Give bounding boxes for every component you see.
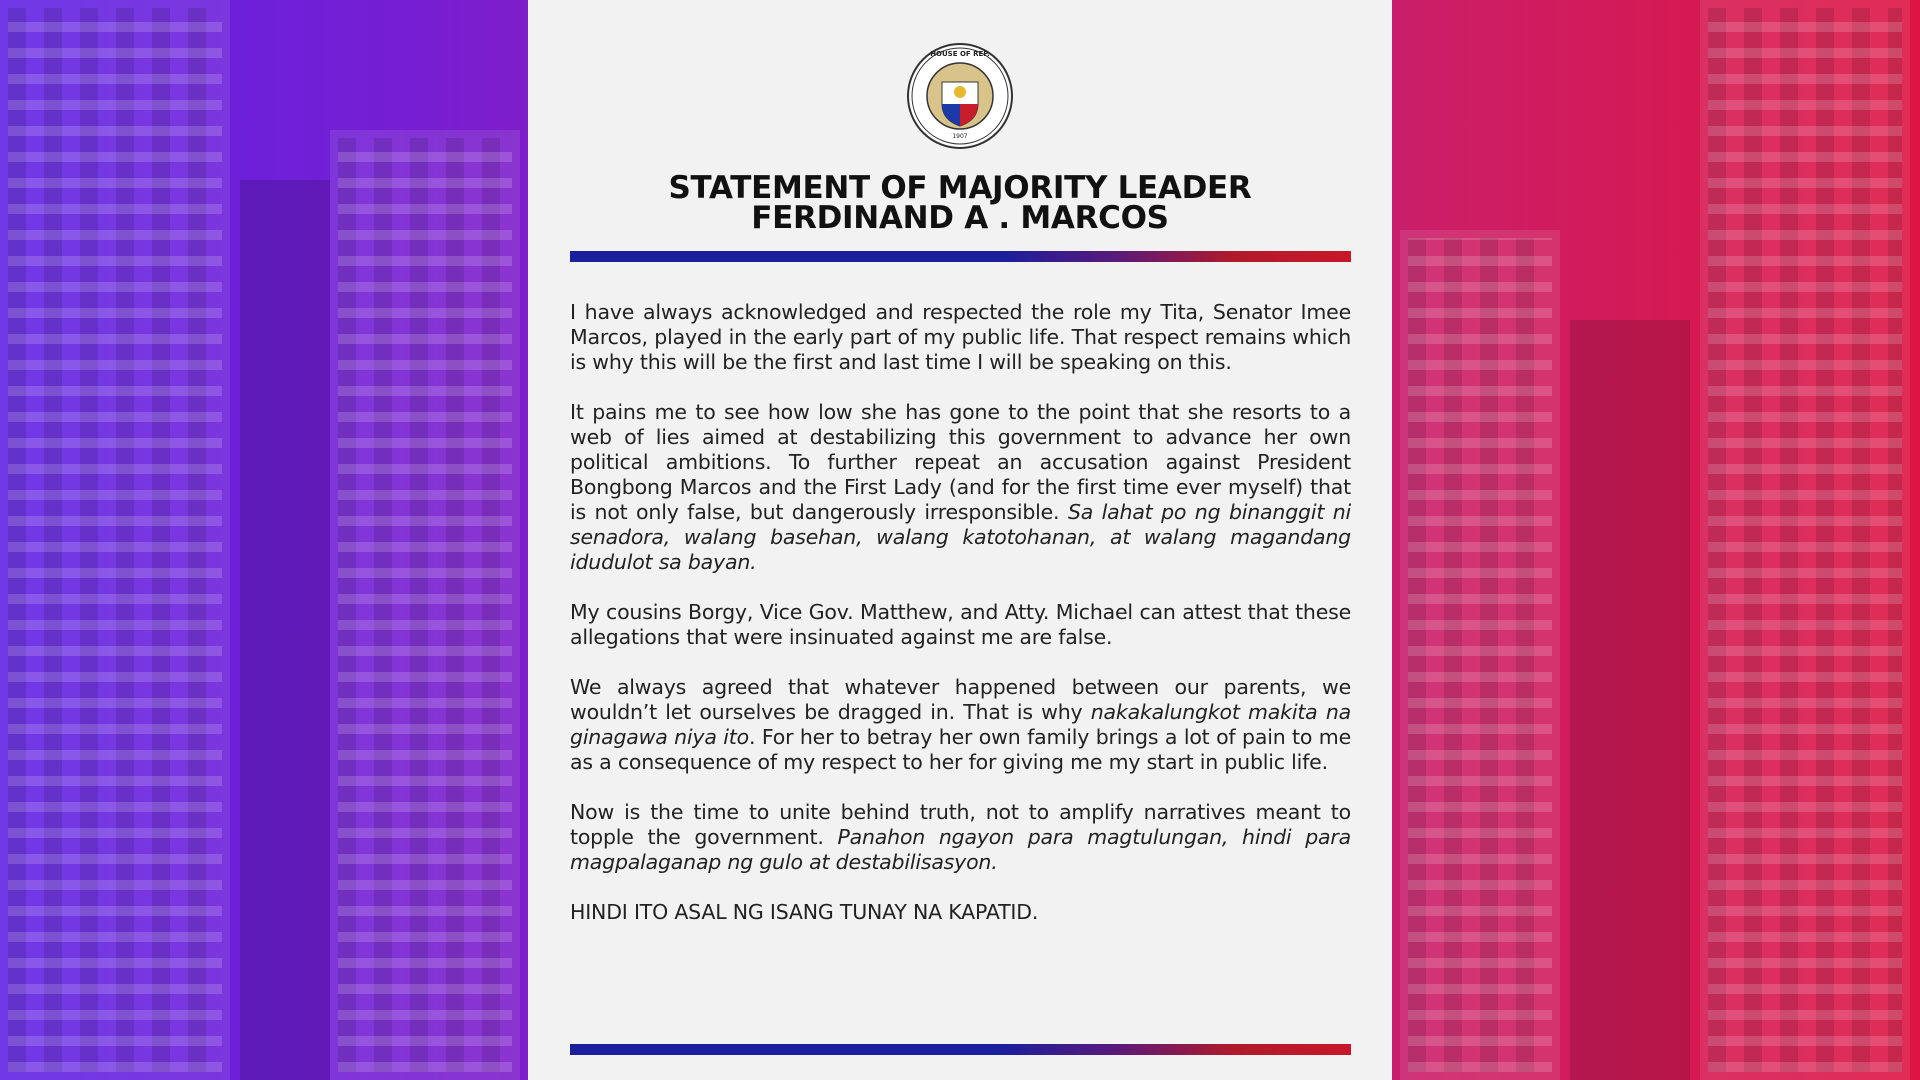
building-silhouette [1400, 230, 1560, 1080]
building-silhouette [0, 0, 230, 1080]
title-line-1: STATEMENT OF MAJORITY LEADER [668, 170, 1252, 206]
top-divider [570, 251, 1351, 262]
house-of-representatives-seal-icon [906, 42, 1014, 150]
paragraph-1: I have always acknowledged and respected the role my Tita, Senator Imee Marcos, played in the early part of my public life. That respect remains which is why this will be the first and last time I will be speaking on this. [570, 300, 1351, 374]
paragraph-4: We always agreed that whatever happened between our parents, we wouldn’t let ourselves be dragged in. That is why nakakalungkot makita na ginagawa niya ito. For her to betray her own family brings a lot of pain to me as a consequence of my respect to her for giving me my start in public life. [570, 675, 1351, 774]
svg-text:HOUSE OF REP.: HOUSE OF REP. [930, 50, 990, 58]
statement-body [570, 300, 1351, 950]
title-line-2: FERDINAND A . MARCOS [751, 200, 1169, 236]
paragraph-6: HINDI ITO ASAL NG ISANG TUNAY NA KAPATID. [570, 900, 1039, 924]
statement-card [528, 0, 1392, 1080]
building-silhouette [330, 130, 520, 1080]
paragraph-5: Now is the time to unite behind truth, not to amplify narratives meant to topple the government. Panahon ngayon para magtulungan, hindi para magpalaganap ng gulo at destabilisasyon. [570, 800, 1351, 874]
paragraph-3: My cousins Borgy, Vice Gov. Matthew, and Atty. Michael can attest that these allegations that were insinuated against me are false. [570, 600, 1351, 649]
building-silhouette [1700, 0, 1910, 1080]
bottom-divider [570, 1044, 1351, 1055]
svg-text:1907: 1907 [952, 133, 968, 140]
paragraph-2: It pains me to see how low she has gone to the point that she resorts to a web of lies aimed at destabilizing this government to advance her own political ambitions. To further repeat an accusation against President Bongbong Marcos and the First Lady (and for the first time ever myself) that is not only false, but dangerously irresponsible. Sa lahat po ng binanggit ni senadora, walang basehan, walang katotohanan, at walang magandang idudulot sa bayan. [570, 400, 1351, 574]
building-silhouette [240, 180, 330, 1080]
building-silhouette [1570, 320, 1690, 1080]
